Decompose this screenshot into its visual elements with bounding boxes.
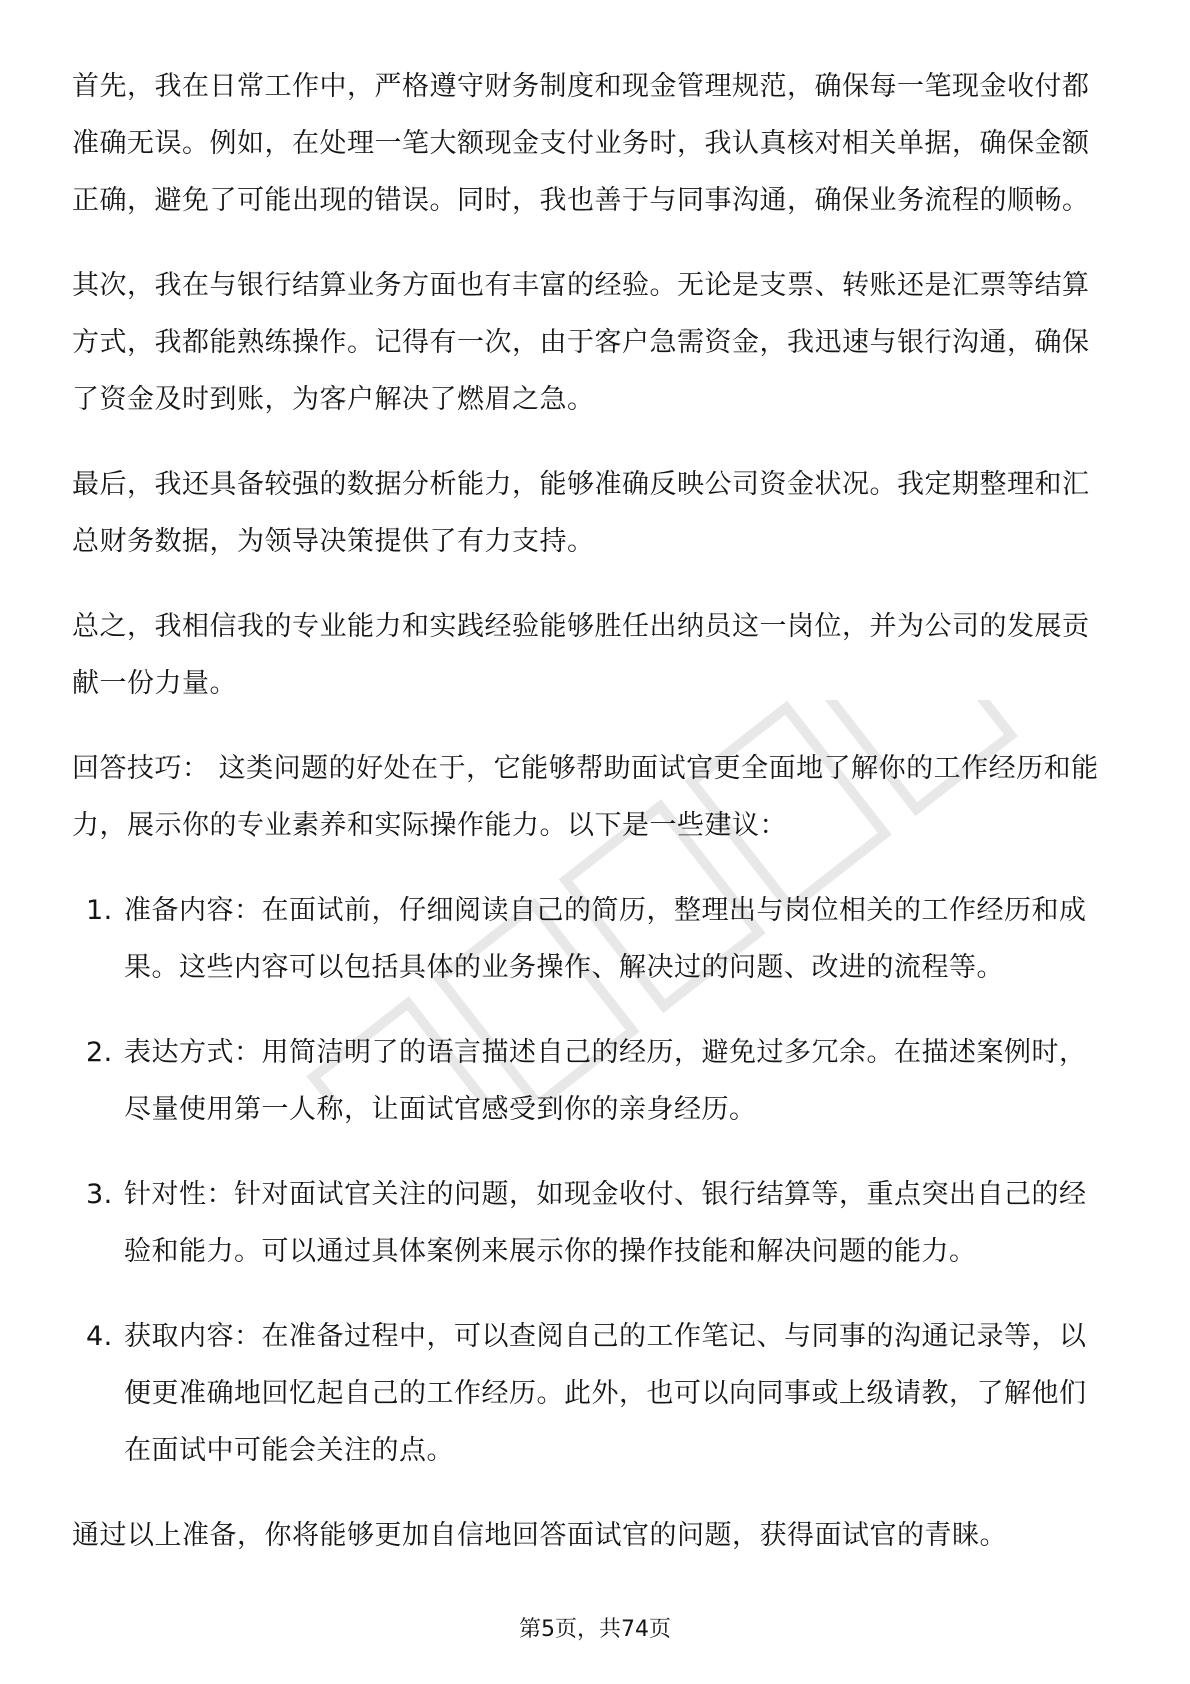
list-text: 针对性：针对面试官关注的问题，如现金收付、银行结算等，重点突出自己的经验和能力。可以通过具体案例来展示你的操作技能和解决问题的能力。 [124,1179,1087,1267]
paragraph-first: 首先，我在日常工作中，严格遵守财务制度和现金管理规范，确保每一笔现金收付都准确无误。例如，在处理一笔大额现金支付业务时，我认真核对相关单据，确保金额正确，避免了可能出现的错误。同时，我也善于与同事沟通，确保业务流程的顺畅。 [72,71,1090,216]
paragraph-conclusion: 总之，我相信我的专业能力和实践经验能够胜任出纳员这一岗位，并为公司的发展贡献一份力量。 [72,611,1090,699]
list-number: 4. [86,1321,113,1352]
list-text: 表达方式：用简洁明了的语言描述自己的经历，避免过多冗余。在描述案例时，尽量使用第一人称，让面试官感受到你的亲身经历。 [124,1037,1087,1125]
paragraph-third: 最后，我还具备较强的数据分析能力，能够准确反映公司资金状况。我定期整理和汇总财务数据，为领导决策提供了有力支持。 [72,469,1090,557]
list-text: 获取内容：在准备过程中，可以查阅自己的工作笔记、与同事的沟通记录等，以便更准确地回忆起自己的工作经历。此外，也可以向同事或上级请教，了解他们在面试中可能会关注的点。 [124,1321,1087,1466]
list-item [72,882,1112,996]
tips-list [72,882,1112,1479]
paragraph-tips-intro: 回答技巧： 这类问题的好处在于，它能够帮助面试官更全面地了解你的工作经历和能力，展示你的专业素养和实际操作能力。以下是一些建议： [72,753,1099,841]
document-body [72,58,1112,1592]
list-number: 3. [86,1179,113,1210]
list-text: 准备内容：在面试前，仔细阅读自己的简历，整理出与岗位相关的工作经历和成果。这些内容可以包括具体的业务操作、解决过的问题、改进的流程等。 [124,895,1087,983]
list-number: 2. [86,1037,113,1068]
list-item [72,1166,1112,1280]
list-number: 1. [86,895,113,926]
list-item [72,1308,1112,1479]
list-item [72,1024,1112,1138]
paragraph-closing: 通过以上准备，你将能够更加自信地回答面试官的问题，获得面试官的青睐。 [72,1520,1007,1551]
page-number: 第5页，共74页 [519,1617,671,1642]
paragraph-second: 其次，我在与银行结算业务方面也有丰富的经验。无论是支票、转账还是汇票等结算方式，我都能熟练操作。记得有一次，由于客户急需资金，我迅速与银行沟通，确保了资金及时到账，为客户解决了燃眉之急。 [72,270,1090,415]
